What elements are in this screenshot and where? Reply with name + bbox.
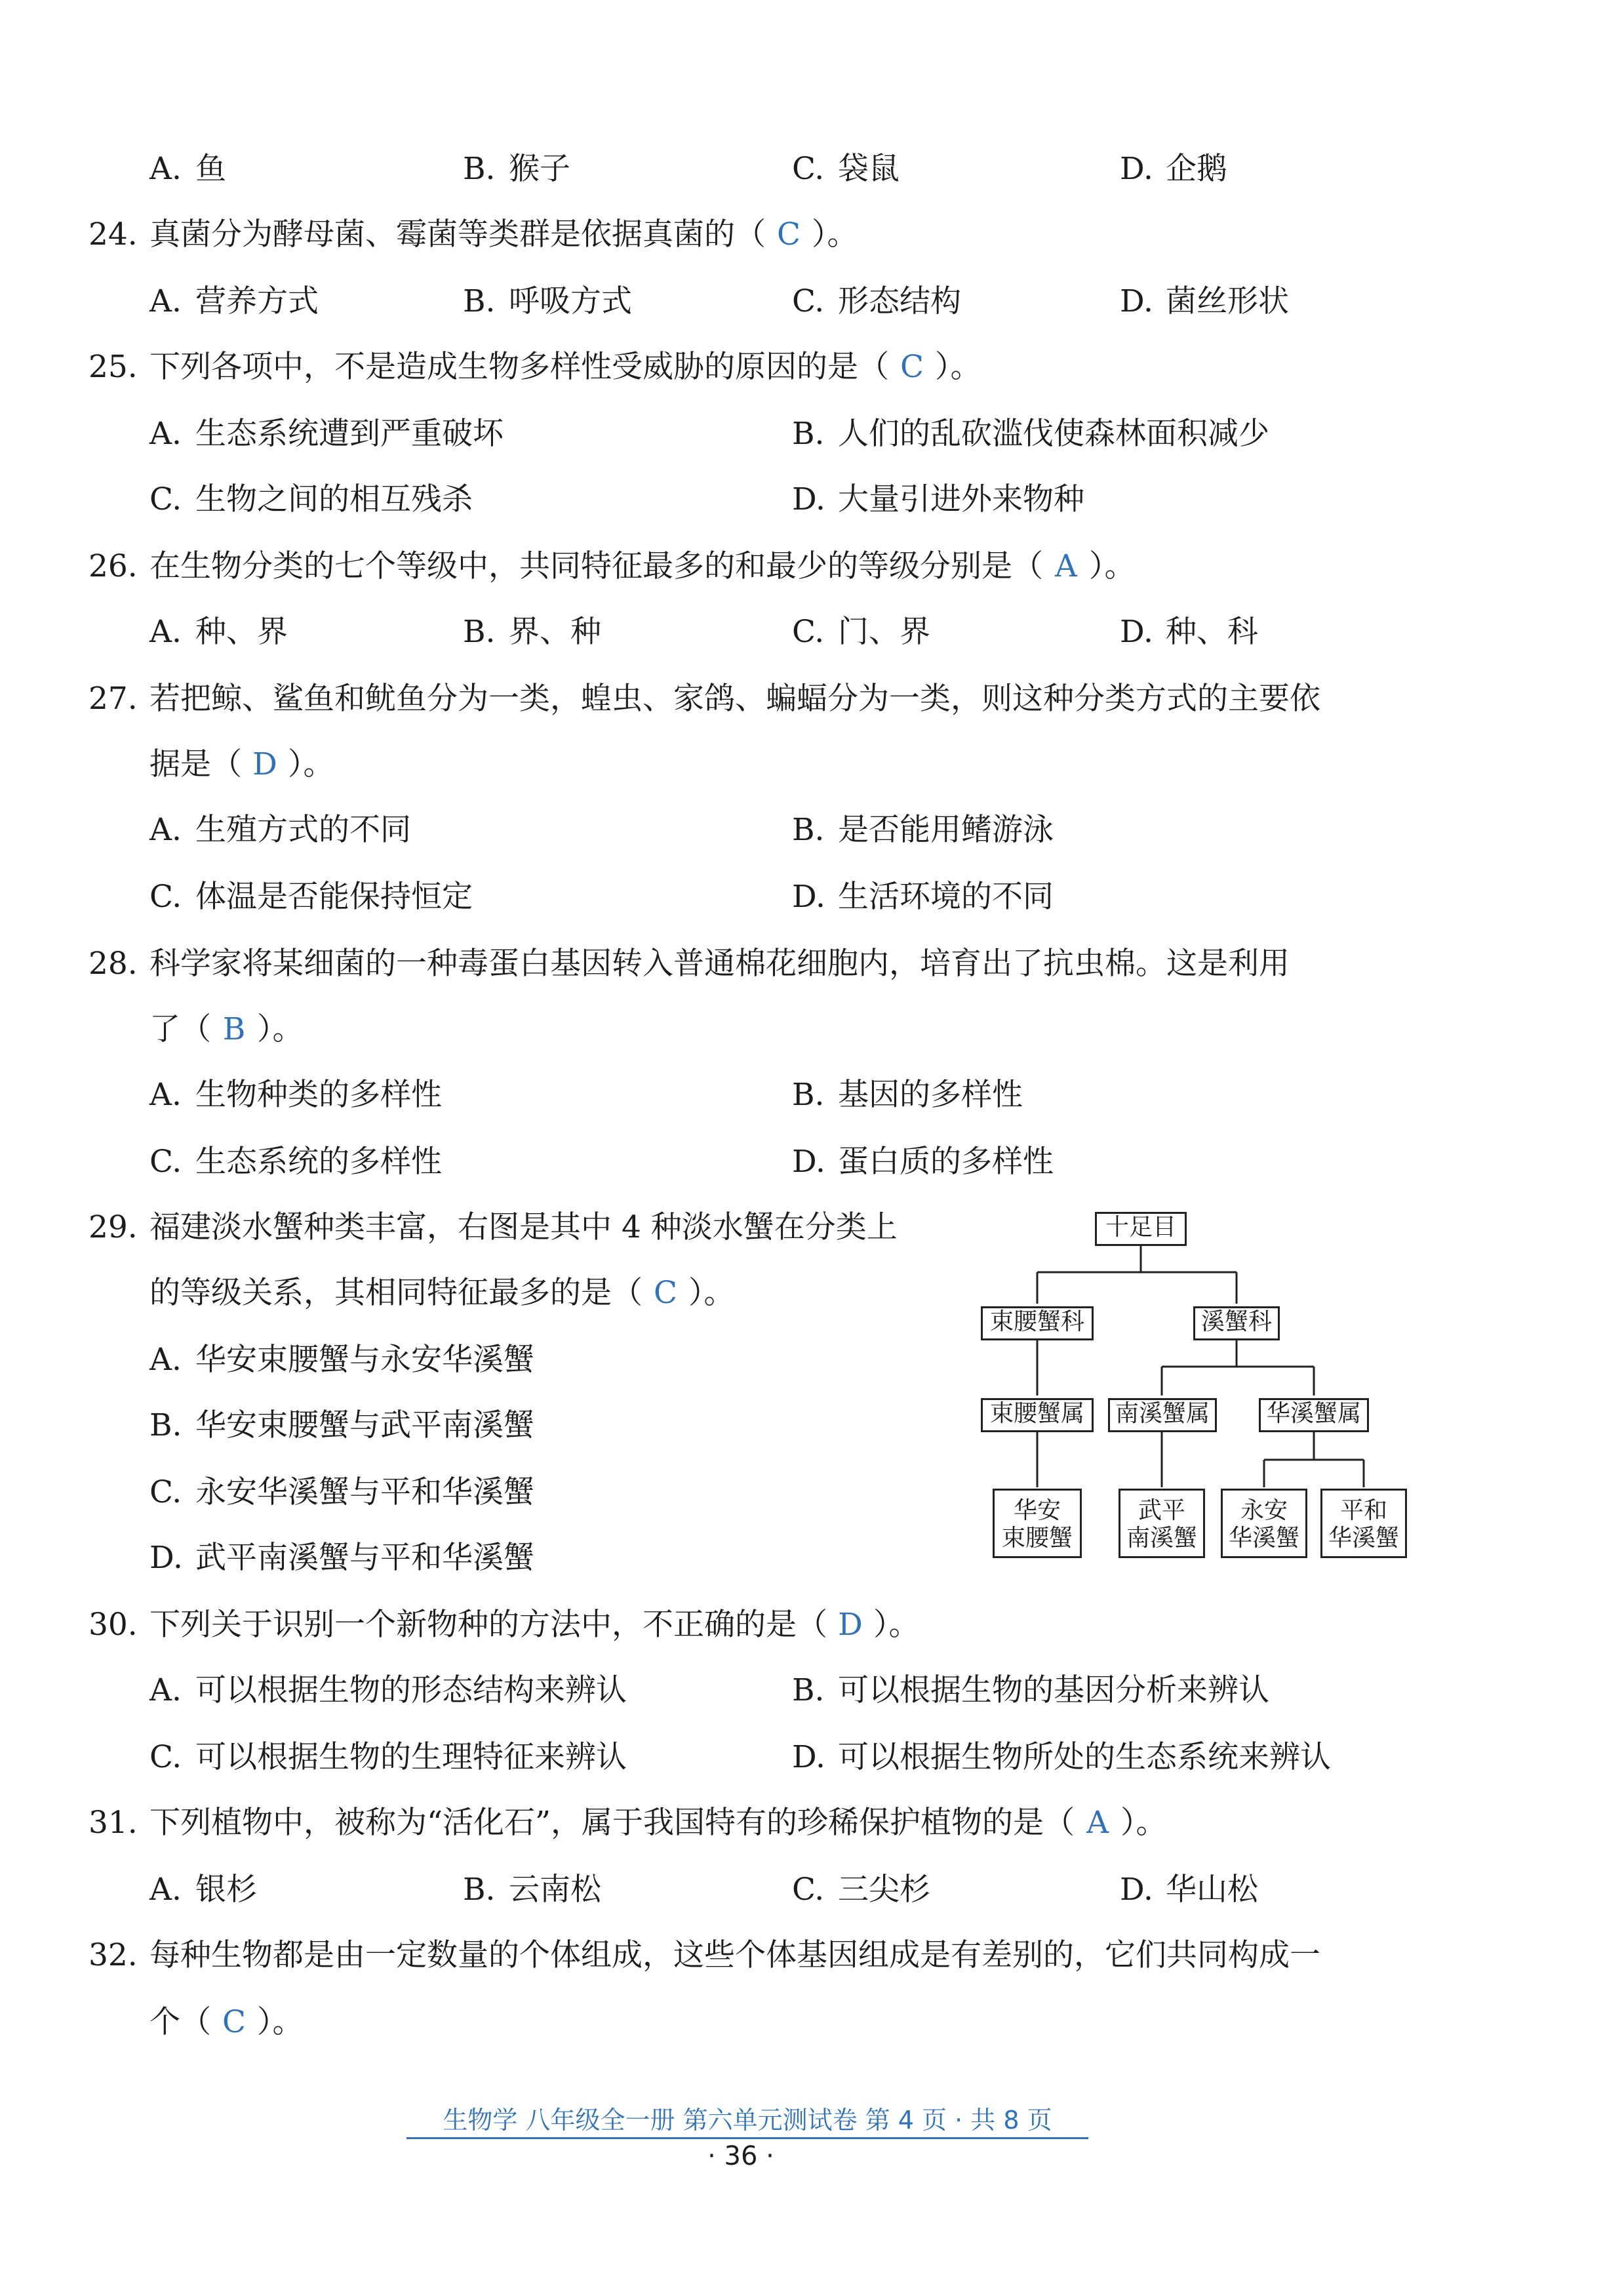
answer-mark: D — [838, 1607, 863, 1643]
question-stem-line2: 了（ B ）。 — [149, 1010, 304, 1049]
diagram-node-species: 华安 束腰蟹 — [993, 1489, 1082, 1558]
q29-option-c: C. 永安华溪蟹与平和华溪蟹 — [149, 1474, 534, 1510]
q23-option-c: C. 袋鼠 — [792, 151, 900, 187]
question-stem-line1: 福建淡水蟹种类丰富，右图是其中 4 种淡水蟹在分类上 — [149, 1209, 898, 1245]
question-number: 27. — [89, 681, 138, 717]
question-number: 25. — [89, 349, 138, 385]
question-stem-line1: 科学家将某细菌的一种毒蛋白基因转入普通棉花细胞内，培育出了抗虫棉。这是利用 — [149, 946, 1290, 982]
q31-option-a: A. 银杉 — [149, 1872, 257, 1908]
q25-option-d: D. 大量引进外来物种 — [792, 481, 1084, 517]
question-number: 31. — [89, 1805, 138, 1841]
question-number: 28. — [89, 946, 138, 982]
q27-option-a: A. 生殖方式的不同 — [149, 812, 411, 848]
q30-option-c: C. 可以根据生物的生理特征来辨认 — [149, 1739, 627, 1775]
answer-mark: A — [1055, 548, 1077, 584]
answer-mark: C — [900, 349, 924, 385]
question-stem: 在生物分类的七个等级中，共同特征最多的和最少的等级分别是（ A ）。 — [149, 547, 1136, 586]
q24-option-c: C. 形态结构 — [792, 283, 961, 319]
q24-option-b: B. 呼吸方式 — [463, 283, 632, 319]
q27-option-c: C. 体温是否能保持恒定 — [149, 879, 473, 915]
q28-option-d: D. 蛋白质的多样性 — [792, 1144, 1054, 1180]
diagram-node-species: 平和 华溪蟹 — [1320, 1489, 1407, 1558]
question-stem-line1: 每种生物都是由一定数量的个体组成，这些个体基因组成是有差别的，它们共同构成一 — [149, 1937, 1320, 1973]
q26-option-d: D. 种、科 — [1120, 614, 1258, 650]
diagram-node-genus: 华溪蟹属 — [1259, 1398, 1369, 1432]
q25-option-b: B. 人们的乱砍滥伐使森林面积减少 — [792, 416, 1269, 452]
answer-mark: D — [252, 746, 277, 782]
q31-option-d: D. 华山松 — [1120, 1872, 1258, 1908]
q28-option-c: C. 生态系统的多样性 — [149, 1144, 442, 1180]
question-number: 29. — [89, 1209, 138, 1245]
q26-option-a: A. 种、界 — [149, 614, 288, 650]
q31-option-c: C. 三尖杉 — [792, 1872, 930, 1908]
question-stem: 下列各项中，不是造成生物多样性受威胁的原因的是（ C ）。 — [149, 348, 981, 387]
question-stem: 真菌分为酵母菌、霉菌等类群是依据真菌的（ C ）。 — [149, 215, 858, 254]
page-number: · 36 · — [707, 2141, 774, 2171]
q23-option-b: B. 猴子 — [463, 151, 570, 187]
answer-mark: C — [222, 2004, 246, 2040]
diagram-node-genus: 束腰蟹属 — [981, 1398, 1094, 1432]
q29-option-d: D. 武平南溪蟹与平和华溪蟹 — [149, 1540, 534, 1576]
question-stem-line1: 若把鲸、鲨鱼和鱿鱼分为一类，蝗虫、家鸽、蝙蝠分为一类，则这种分类方式的主要依 — [149, 681, 1320, 717]
q30-option-d: D. 可以根据生物所处的生态系统来辨认 — [792, 1739, 1331, 1775]
diagram-node-species: 武平 南溪蟹 — [1119, 1489, 1205, 1558]
answer-mark: A — [1086, 1805, 1109, 1841]
q25-option-a: A. 生态系统遭到严重破坏 — [149, 416, 504, 452]
q30-option-b: B. 可以根据生物的基因分析来辨认 — [792, 1672, 1269, 1708]
q23-option-d: D. 企鹅 — [1120, 151, 1227, 187]
q29-option-b: B. 华安束腰蟹与武平南溪蟹 — [149, 1407, 534, 1443]
q24-option-a: A. 营养方式 — [149, 283, 319, 319]
question-number: 32. — [89, 1937, 138, 1973]
q28-option-a: A. 生物种类的多样性 — [149, 1077, 442, 1113]
q24-option-d: D. 菌丝形状 — [1120, 283, 1289, 319]
page-footer: 生物学 八年级全一册 第六单元测试卷 第 4 页 · 共 8 页 — [406, 2100, 1088, 2139]
q23-option-a: A. 鱼 — [149, 151, 226, 187]
q27-option-b: B. 是否能用鳍游泳 — [792, 812, 1054, 848]
answer-mark: C — [654, 1275, 677, 1311]
answer-mark: B — [222, 1011, 246, 1047]
question-number: 30. — [89, 1607, 138, 1643]
q30-option-a: A. 可以根据生物的形态结构来辨认 — [149, 1672, 627, 1708]
question-stem: 下列植物中，被称为“活化石”，属于我国特有的珍稀保护植物的是（ A ）。 — [149, 1803, 1167, 1843]
diagram-node-family: 溪蟹科 — [1193, 1306, 1280, 1340]
answer-mark: C — [777, 216, 801, 252]
question-number: 26. — [89, 548, 138, 584]
q26-option-c: C. 门、界 — [792, 614, 930, 650]
diagram-node-species: 永安 华溪蟹 — [1221, 1489, 1307, 1558]
diagram-node-order: 十足目 — [1095, 1212, 1187, 1246]
q27-option-d: D. 生活环境的不同 — [792, 879, 1054, 915]
q28-option-b: B. 基因的多样性 — [792, 1077, 1023, 1113]
q29-option-a: A. 华安束腰蟹与永安华溪蟹 — [149, 1342, 534, 1378]
diagram-node-family: 束腰蟹科 — [981, 1306, 1094, 1340]
question-stem-line2: 个（ C ）。 — [149, 2003, 304, 2042]
q31-option-b: B. 云南松 — [463, 1872, 601, 1908]
question-stem-line2: 的等级关系，其相同特征最多的是（ C ）。 — [149, 1274, 735, 1313]
question-stem: 下列关于识别一个新物种的方法中，不正确的是（ D ）。 — [149, 1605, 920, 1645]
question-number: 24. — [89, 216, 138, 252]
q26-option-b: B. 界、种 — [463, 614, 601, 650]
q25-option-c: C. 生物之间的相互残杀 — [149, 481, 473, 517]
diagram-node-genus: 南溪蟹属 — [1108, 1398, 1217, 1432]
question-stem-line2: 据是（ D ）。 — [149, 745, 334, 784]
